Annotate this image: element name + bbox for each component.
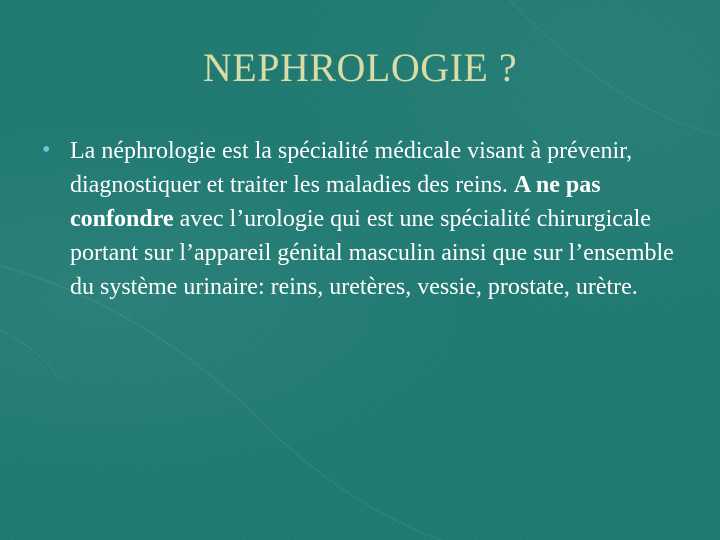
bullet-icon: • [42,137,51,163]
slide-title: NEPHROLOGIE ? [202,45,518,90]
paragraph-bold-text: A ne pas confondre [70,172,601,232]
paragraph-text-end: avec l’urologie qui est une spécialité chirurgicale portant sur l’appareil génital masculin ainsi que sur l’ensemble du système urinaire: reins, uretères, vessie, prostate, urètre. [70,206,674,300]
paragraph-text-start: La néphrologie est la spécialité médicale visant à prévenir, diagnostiquer et traiter les maladies des reins. [70,138,633,198]
bullet-paragraph [70,134,690,304]
